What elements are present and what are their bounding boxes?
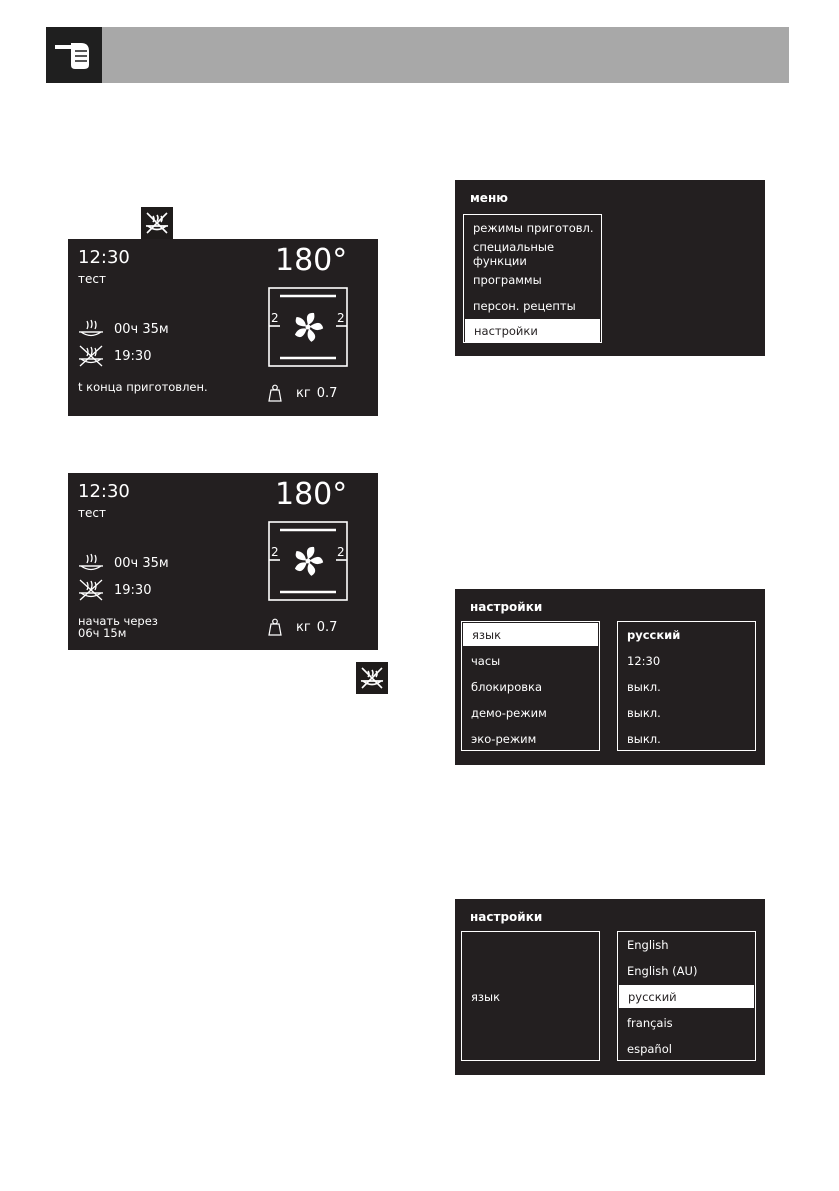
delayed-start-time: 06ч 15м <box>78 626 127 640</box>
recipe-name: тест <box>78 272 106 286</box>
delayed-start-label <box>78 615 158 639</box>
menu-item-settings[interactable]: настройки <box>465 319 600 342</box>
menu-list <box>463 214 602 343</box>
clock-time: 12:30 <box>78 247 130 268</box>
pointing-hand-icon <box>46 27 102 83</box>
menu-item-programs[interactable]: программы <box>473 272 542 287</box>
settings-screen <box>455 589 765 765</box>
section-header-bar <box>46 27 789 83</box>
temperature: 180° <box>275 243 348 278</box>
weight-row <box>268 384 337 402</box>
duration-value: 00ч 35м <box>114 321 169 337</box>
shelf-level-left: 2 <box>271 545 279 559</box>
shelf-level-right: 2 <box>337 545 345 559</box>
language-options-list <box>617 931 756 1061</box>
duration-row <box>78 318 169 340</box>
menu-item-cooking-modes[interactable]: режимы приготовл. <box>473 220 594 235</box>
language-label-box <box>461 931 600 1061</box>
language-option-russian[interactable]: русский <box>619 985 754 1008</box>
settings-value-demo-mode: выкл. <box>627 705 661 720</box>
language-screen-title: настройки <box>470 910 543 924</box>
delayed-start-text: начать через <box>78 614 158 628</box>
weight-unit: кг <box>296 385 311 401</box>
shelf-level-left: 2 <box>271 311 279 325</box>
end-time-label: t конца приготовлен. <box>78 380 208 394</box>
settings-value-lock: выкл. <box>627 679 661 694</box>
weight-unit: кг <box>296 619 311 635</box>
cooking-duration-icon <box>78 552 104 574</box>
recipe-name: тест <box>78 506 106 520</box>
weight-icon <box>268 618 282 636</box>
crossed-pan-icon <box>141 207 173 239</box>
language-option-spanish[interactable]: español <box>627 1041 672 1056</box>
settings-title: настройки <box>470 600 543 614</box>
weight-value: 0.7 <box>316 385 338 401</box>
shelf-level-right: 2 <box>337 311 345 325</box>
settings-values <box>617 621 756 751</box>
oven-shelf-diagram <box>268 287 348 367</box>
crossed-pan-icon <box>356 662 388 694</box>
settings-value-eco-mode: выкл. <box>627 731 661 746</box>
menu-title: меню <box>470 191 508 205</box>
settings-value-clock: 12:30 <box>627 653 661 668</box>
main-menu-screen <box>455 180 765 356</box>
end-time-value: 19:30 <box>114 582 152 598</box>
settings-item-demo-mode[interactable]: демо-режим <box>471 705 547 720</box>
oven-display-delayed-start <box>68 473 378 650</box>
language-settings-screen <box>455 899 765 1075</box>
end-time-row <box>78 345 151 367</box>
menu-item-special-functions[interactable]: специальные функции <box>473 239 555 268</box>
oven-shelf-diagram <box>268 521 348 601</box>
weight-row <box>268 618 337 636</box>
weight-value: 0.7 <box>316 619 338 635</box>
end-time-row <box>78 579 151 601</box>
settings-item-language[interactable]: язык <box>463 623 598 646</box>
settings-item-lock[interactable]: блокировка <box>471 679 543 694</box>
settings-item-eco-mode[interactable]: эко-режим <box>471 731 537 746</box>
language-option-english-au[interactable]: English (AU) <box>627 963 698 978</box>
weight-icon <box>268 384 282 402</box>
cooking-duration-icon <box>78 318 104 340</box>
settings-item-clock[interactable]: часы <box>471 653 501 668</box>
temperature: 180° <box>275 477 348 512</box>
language-label: язык <box>471 989 501 1004</box>
menu-item-personal-recipes[interactable]: персон. рецепты <box>473 298 576 313</box>
end-time-icon <box>78 579 104 601</box>
end-time-icon <box>78 345 104 367</box>
duration-row <box>78 552 169 574</box>
end-time-value: 19:30 <box>114 348 152 364</box>
clock-time: 12:30 <box>78 481 130 502</box>
settings-list <box>461 621 600 751</box>
settings-value-language: русский <box>627 627 681 642</box>
duration-value: 00ч 35м <box>114 555 169 571</box>
language-option-french[interactable]: français <box>627 1015 673 1030</box>
language-option-english[interactable]: English <box>627 937 669 952</box>
oven-display-end-time <box>68 239 378 416</box>
